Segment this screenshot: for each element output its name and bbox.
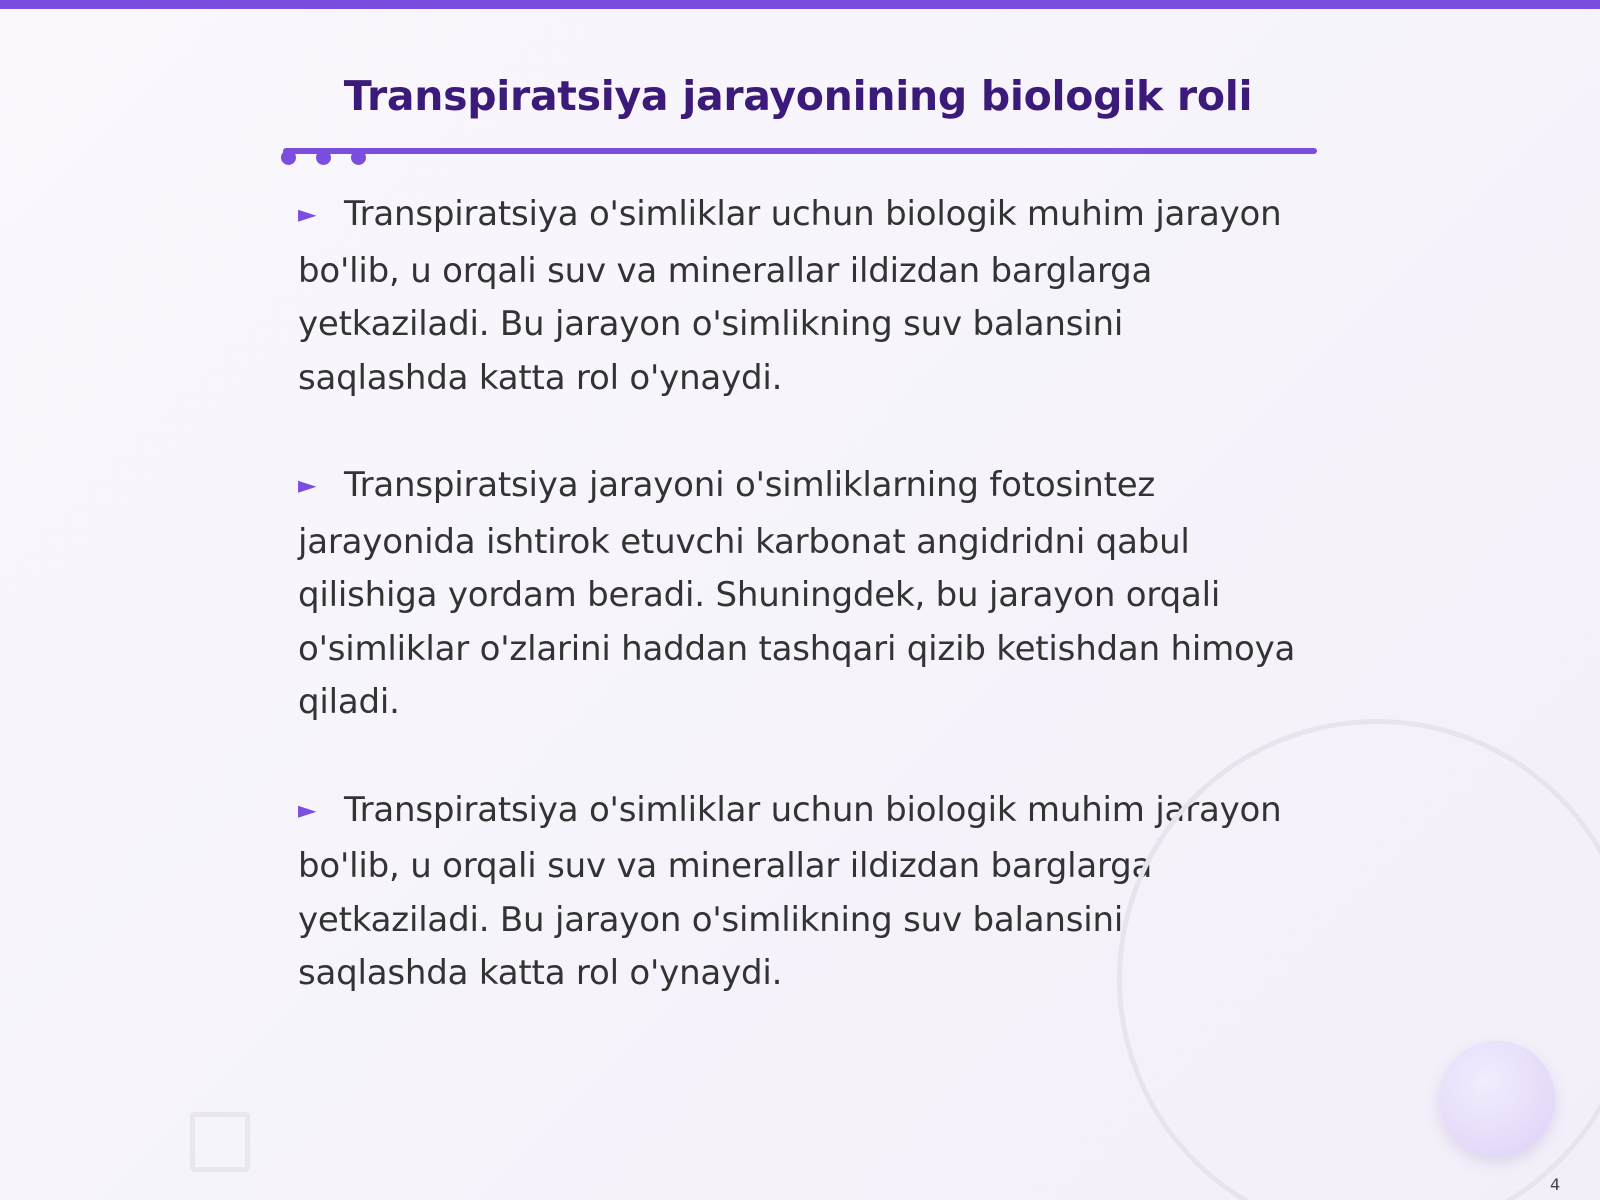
bullet-text: Transpiratsiya o'simliklar uchun biologik muhim jarayon bo'lib, u orqali suv va minerallar ildizdan barglarga yetkaziladi. Bu jarayon o'simlikning suv balansini saqlashda katta rol o'ynaydi. [298,789,1282,993]
slide-title-text: Transpiratsiya jarayonining biologik roli [343,72,1253,120]
bullet-text: Transpiratsiya o'simliklar uchun biologik muhim jarayon bo'lib, u orqali suv va minerallar ildizdan barglarga yetkaziladi. Bu jarayon o'simlikning suv balansini saqlashda katta rol o'ynaydi. [298,194,1282,398]
triangle-bullet-icon: ► [298,795,317,824]
decorative-dot [351,150,366,165]
decorative-dot [316,150,331,165]
title-underline [283,148,1317,154]
slide-title [0,72,1600,120]
decorative-dot [281,150,296,165]
page-number: 4 [1550,1175,1561,1194]
decorative-bubble [1439,1041,1555,1157]
top-accent-bar [0,0,1600,9]
bullet-item [298,459,1298,730]
bullet-item [298,188,1298,405]
triangle-bullet-icon: ► [298,200,317,228]
triangle-bullet-icon: ► [298,471,317,499]
bullet-text: Transpiratsiya jarayoni o'simliklarning fotosintez jarayonida ishtirok etuvchi karbonat angidridni qabul qilishiga yordam beradi. Shuningdek, bu jarayon orqali o'simliklar o'zlarini haddan tashqari qizib ketishdan himoya qiladi. [298,465,1296,722]
decorative-square [190,1112,250,1172]
